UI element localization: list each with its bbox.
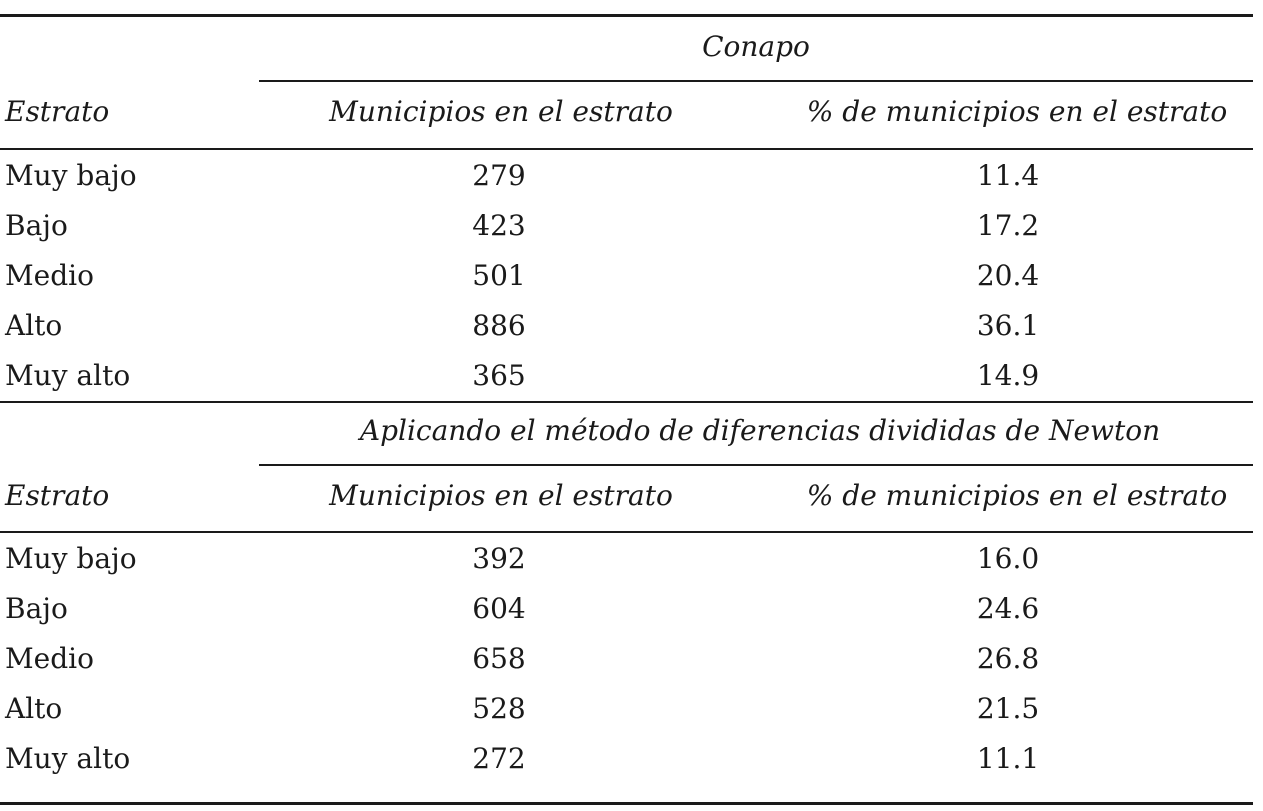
cell-municipios: 658 — [472, 642, 526, 675]
cell-municipios: 528 — [472, 692, 526, 725]
cell-estrato: Muy bajo — [5, 159, 137, 192]
cell-municipios: 392 — [472, 542, 526, 575]
cell-porcentaje: 11.1 — [976, 742, 1040, 775]
cell-porcentaje: 17.2 — [976, 209, 1040, 242]
cell-estrato: Alto — [5, 692, 63, 725]
cell-municipios: 365 — [472, 359, 526, 392]
cell-estrato: Alto — [5, 309, 63, 342]
cell-municipios: 604 — [472, 592, 526, 625]
section-title: Conapo — [702, 30, 810, 63]
cell-porcentaje: 20.4 — [976, 259, 1040, 292]
cell-municipios: 272 — [472, 742, 526, 775]
top-rule — [0, 14, 1253, 17]
cell-municipios: 501 — [472, 259, 526, 292]
section-1-title-rule — [259, 80, 1253, 82]
section-2-title-rule — [259, 464, 1253, 466]
cell-municipios: 279 — [472, 159, 526, 192]
cell-porcentaje: 21.5 — [976, 692, 1040, 725]
cell-estrato: Muy alto — [5, 742, 131, 775]
column-header-municipios: Municipios en el estrato — [329, 95, 673, 128]
cell-porcentaje: 11.4 — [976, 159, 1040, 192]
bottom-rule — [0, 802, 1253, 805]
cell-porcentaje: 26.8 — [976, 642, 1040, 675]
column-header-porcentaje: % de municipios en el estrato — [806, 479, 1228, 512]
cell-estrato: Bajo — [5, 592, 68, 625]
column-header-municipios: Municipios en el estrato — [329, 479, 673, 512]
cell-porcentaje: 14.9 — [976, 359, 1040, 392]
cell-porcentaje: 16.0 — [976, 542, 1040, 575]
cell-porcentaje: 36.1 — [976, 309, 1040, 342]
section-divider-rule — [0, 401, 1253, 403]
section-title: Aplicando el método de diferencias divididas de Newton — [359, 414, 1161, 447]
cell-estrato: Bajo — [5, 209, 68, 242]
column-header-estrato: Estrato — [5, 479, 110, 512]
cell-estrato: Muy bajo — [5, 542, 137, 575]
cell-estrato: Medio — [5, 642, 94, 675]
section-2-header-rule — [0, 531, 1253, 533]
cell-municipios: 423 — [472, 209, 526, 242]
cell-estrato: Muy alto — [5, 359, 131, 392]
column-header-estrato: Estrato — [5, 95, 110, 128]
column-header-porcentaje: % de municipios en el estrato — [806, 95, 1228, 128]
cell-porcentaje: 24.6 — [976, 592, 1040, 625]
cell-estrato: Medio — [5, 259, 94, 292]
section-1-header-rule — [0, 148, 1253, 150]
cell-municipios: 886 — [472, 309, 526, 342]
